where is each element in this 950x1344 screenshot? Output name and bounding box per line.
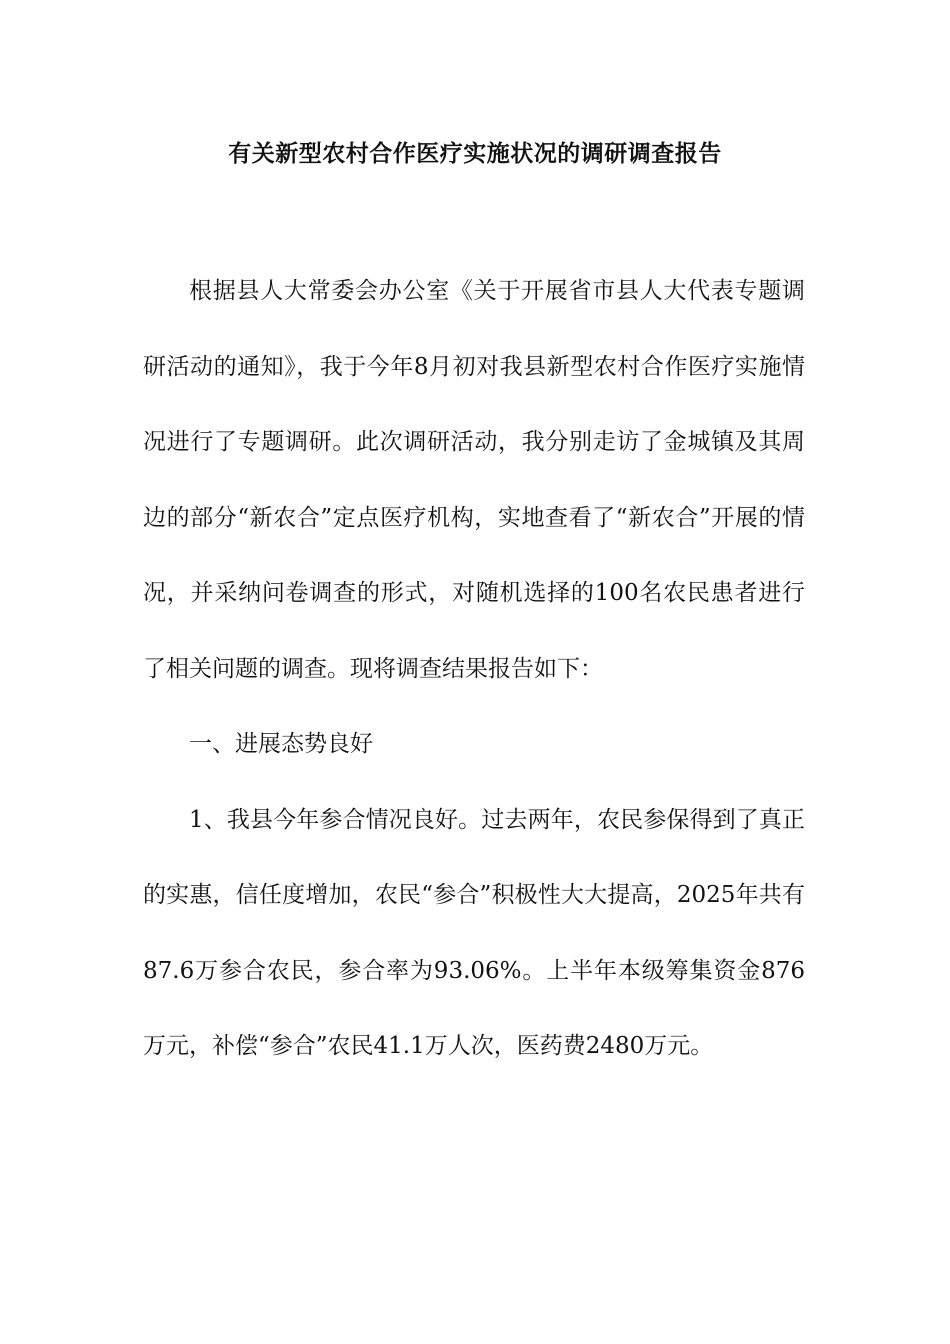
document-title: 有关新型农村合作医疗实施状况的调研调查报告 bbox=[228, 141, 722, 167]
item-paragraph: 1、我县今年参合情况良好。过去两年，农民参保得到了真正的实惠，信任度增加，农民“参合”积极性大大提高，2025年共有87.6万参合农民，参合率为93.06%。上半年本级筹集资金876万元，补偿“参合”农民41.1万人次，医药费2480万元。 bbox=[143, 806, 805, 1059]
document-body bbox=[143, 254, 805, 1085]
intro-paragraph: 根据县人大常委会办公室《关于开展省市县人大代表专题调研活动的通知》，我于今年8月初对我县新型农村合作医疗实施情况进行了专题调研。此次调研活动，我分别走访了金城镇及其周边的部分“新农合”定点医疗机构，实地查看了“新农合”开展的情况，并采纳问卷调查的形式，对随机选择的100名农民患者进行了相关问题的调查。现将调查结果报告如下： bbox=[143, 278, 805, 682]
section-heading: 一、进展态势良好 bbox=[189, 731, 373, 757]
